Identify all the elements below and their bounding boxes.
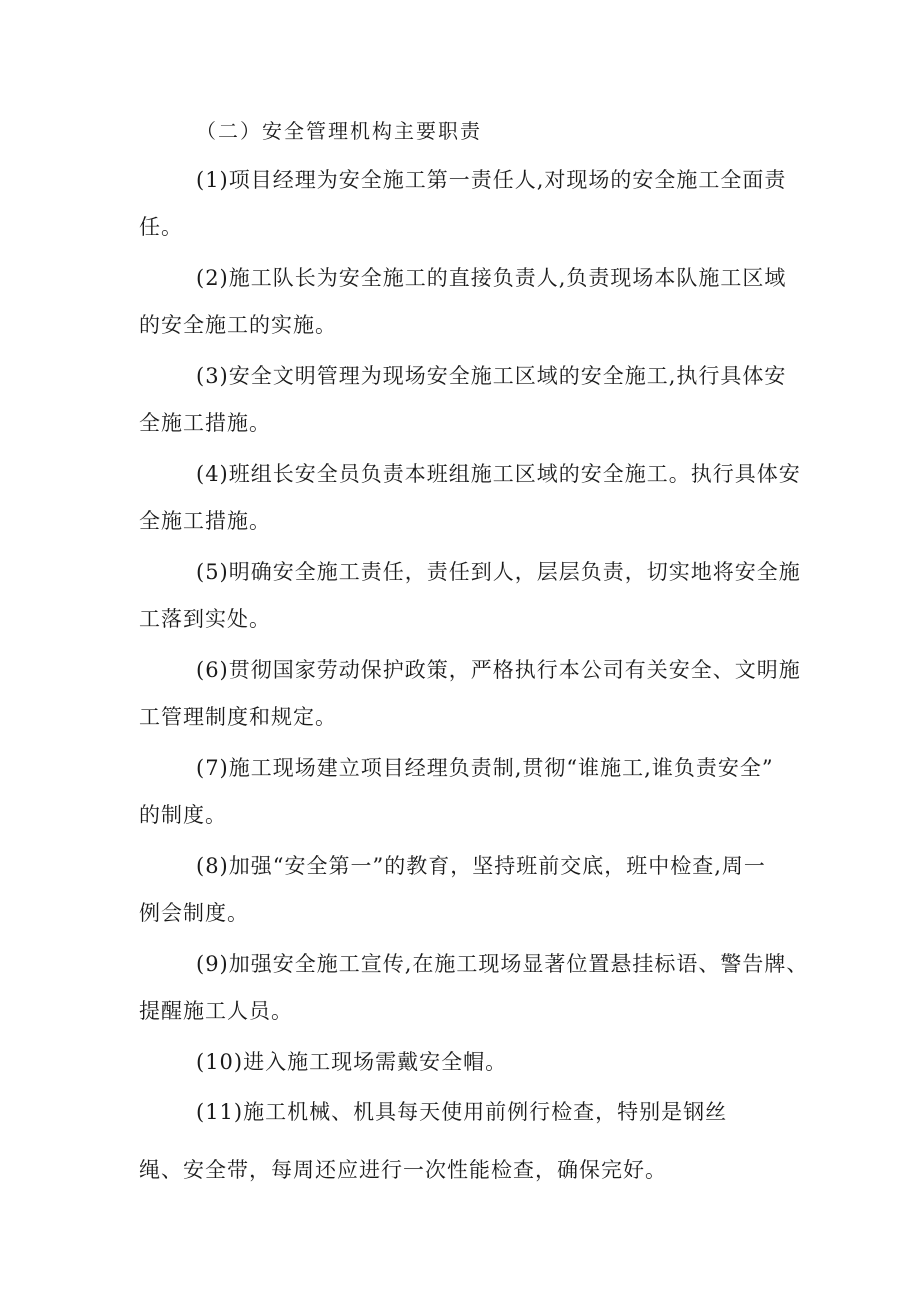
item-2-line-1: (2)施工队长为安全施工的直接负责人,负责现场本队施工区域 [196,266,787,290]
item-3-line-2: 全施工措施。 [139,411,271,435]
item-6-line-1: (6)贯彻国家劳动保护政策，严格执行本公司有关安全、文明施 [196,658,801,682]
item-1-line-2: 任。 [139,215,183,239]
item-11-line-2: 绳、安全带，每周还应进行一次性能检查，确保完好。 [139,1158,667,1182]
item-11-line-1: (11)施工机械、机具每天使用前例行检查，特别是钢丝 [196,1100,728,1124]
item-5-line-1: (5)明确安全施工责任，责任到人，层层负责，切实地将安全施 [196,560,801,584]
item-9-line-2: 提醒施工人员。 [139,999,293,1023]
item-5-line-2: 工落到实处。 [139,607,271,631]
item-8-line-2: 例会制度。 [139,901,249,925]
item-6-line-2: 工管理制度和规定。 [139,705,337,729]
item-7-line-1: (7)施工现场建立项目经理负责制,贯彻“谁施工,谁负责安全” [196,756,774,780]
item-2-line-2: 的安全施工的实施。 [139,313,337,337]
item-10-line-1: (10)进入施工现场需戴安全帽。 [196,1050,508,1074]
item-8-line-1: (8)加强“安全第一”的教育，坚持班前交底，班中检查,周一 [196,854,766,878]
item-1-line-1: (1)项目经理为安全施工第一责任人,对现场的安全施工全面责 [196,168,787,192]
section-heading: （二）安全管理机构主要职责 [196,119,482,143]
item-7-line-2: 的制度。 [139,803,227,827]
item-4-line-1: (4)班组长安全员负责本班组施工区域的安全施工。执行具体安 [196,462,801,486]
item-4-line-2: 全施工措施。 [139,509,271,533]
item-3-line-1: (3)安全文明管理为现场安全施工区域的安全施工,执行具体安 [196,364,787,388]
item-9-line-1: (9)加强安全施工宣传,在施工现场显著位置悬挂标语、警告牌、 [196,952,809,976]
